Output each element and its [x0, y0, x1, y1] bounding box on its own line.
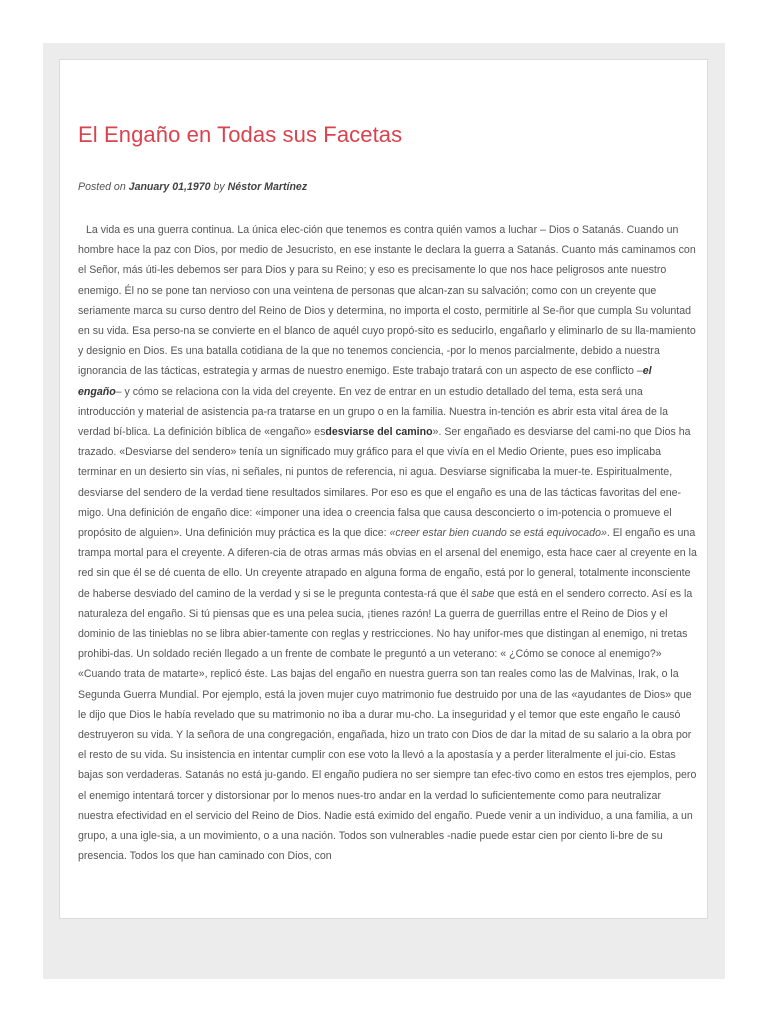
body-text-4: . El engaño es una trampa mortal para el creyente. A diferen-cia de otras armas más obvias en el arsenal del enemigo, esta hace caer al creyente en la red sin que él se dé cuenta de ello. Un creyente atrapado en alguna forma de engaño, está por lo general, totalmente inconsciente de haberse desviado del camino de la verdad y si se le pregunta contesta-rá que él: [78, 527, 697, 600]
posted-on-label: Posted on: [78, 181, 126, 193]
body-emphasis-definition: «creer estar bien cuando se está equivocado»: [389, 527, 607, 540]
article-body: [78, 220, 698, 867]
body-emphasis-engano: el engaño: [78, 365, 652, 398]
body-strong-desviarse: desviarse del camino: [325, 426, 433, 439]
body-text-2: – y cómo se relaciona con la vida del creyente. En vez de entrar en un estudio detallado del tema, esta será una introducción y material de asistencia pa-ra tratarse en un grupo o en la familia. Nuestra in-tención es abrir esta vital área de la verdad bí-blica. La definición bíblica de «engaño» es: [78, 385, 669, 439]
body-text-5: que está en el sendero correcto. Así es la naturaleza del engaño. Si tú piensas que es una pelea sucia, ¡tienes razón! La guerra de guerrillas entre el Reino de Dios y el dominio de las tinieblas no se libra abier-tamente con reglas y restricciones. No hay unifor-mes que distingan al enemigo, ni tretas prohibi-das. Un soldado recién llegado a un frente de combate le preguntó a un veterano: « ¿Cómo se conoce al enemigo?» «Cuando trata de matarte», replicó éste. Las bajas del engaño en nuestra guerra son tan reales como las de Malvinas, Irak, o la Segunda Guerra Mundial. Por ejemplo, está la joven mujer cuyo matrimonio fue destruido por una de las «ayudantes de Dios» que le dijo que Dios le había revelado que su matrimonio no iba a durar mu-cho. La inseguridad y el temor que este engaño le causó destruyeron su vida. Y la señora de una congregación, engañada, hizo un trato con Dios de dar la mitad de su salario a la obra por el resto de su vida. Su insistencia en intentar cumplir con ese voto la llevó a la apostasía y a perder literalmente el jui-cio. Estas bajas son verdaderas. Satanás no está ju-gando. El engaño pudiera no ser siempre tan efec-tivo como en estos tres ejemplos, pero el enemigo intentará torcer y distorsionar por lo menos nues-tro andar en la verdad lo suficientemente como para neutralizar nuestra efectividad en el servicio del Reino de Dios. Nadie está eximido del engaño. Puede venir a un individuo, a una familia, a un grupo, a una igle-sia, a un movimiento, o a una nación. Todos son vulnerables -nadie puede estar cien por ciento li-bre de su presencia. Todos los que han caminado con Dios, con: [78, 587, 697, 863]
body-text-1: La vida es una guerra continua. La única elec-ción que tenemos es contra quién vamos a luchar – Dios o Satanás. Cuando un hombre hace la paz con Dios, por medio de Jesucristo, en ese instante le declara la guerra a Satanás. Cuanto más caminamos con el Señor, más úti-les debemos ser para Dios y para su Reino; y eso es precisamente lo que nos hace peligrosos ante nuestro enemigo. Él no se pone tan nervioso con una veintena de personas que alcan-zan su salvación; como con un creyente que seriamente marca su curso dentro del Reino de Dios y determina, no importa el costo, permitirle al Se-ñor que cumpla Su voluntad en su vida. Esa perso-na se convierte en el blanco de aquél cuyo propó-sito es seducirlo, engañarlo y eliminarlo de su lla-mamiento y designio en Dios. Es una batalla cotidiana de la que no tenemos conciencia, -por lo menos parcialmente, debido a nuestra ignorancia de las tácticas, estrategia y armas de nuestro enemigo. Este trabajo tratará con un aspecto de ese conflicto –: [78, 224, 696, 378]
post-date: January 01,1970: [128, 181, 211, 193]
post-author: Néstor Martínez: [227, 181, 308, 193]
article-card: [59, 59, 708, 919]
body-text-3: ». Ser engañado es desviarse del cami-no que Dios ha trazado. «Desviarse del sendero» tenía un significado muy gráfico para el que vivía en el Medio Oriente, pues eso implicaba terminar en un desierto sin vías, ni señales, ni puntos de referencia, ni agua. Desviarse significaba la muer-te. Espiritualmente, desviarse del sendero de la verdad tiene resultados similares. Por eso es que el engaño es una de las tácticas favoritas del ene-migo. Una definición de engaño dice: «imponer una idea o creencia falsa que causa desconcierto o im-potencia o promueve el propósito de alguien». Una definición muy práctica es la que dice:: [78, 426, 691, 540]
post-meta: [78, 181, 307, 193]
body-emphasis-sabe: sabe: [471, 587, 495, 600]
by-label: by: [213, 181, 225, 193]
article-title: El Engaño en Todas sus Facetas: [78, 122, 403, 147]
page-background: [43, 43, 725, 979]
